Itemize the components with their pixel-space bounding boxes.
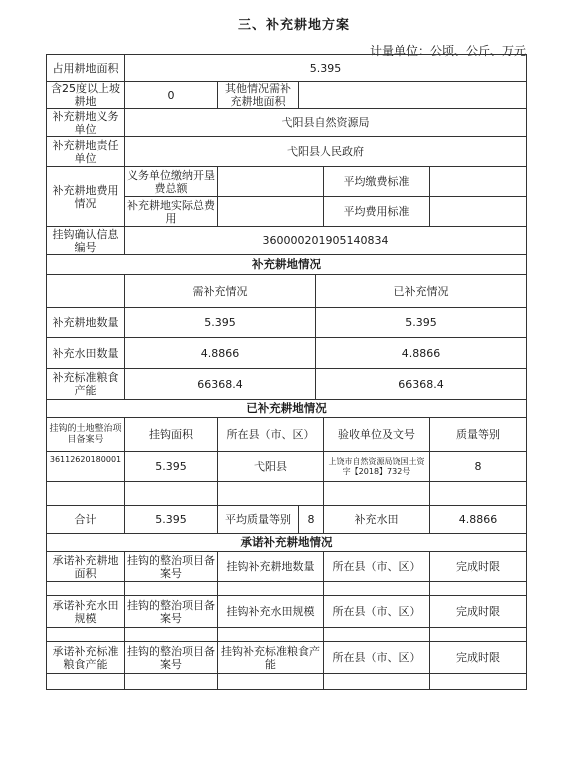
col-need: 需补充情况: [125, 275, 316, 308]
slope-label: 含25度以上坡耕地: [47, 82, 125, 109]
fee-row2-label: 补充耕地实际总费用: [125, 197, 218, 227]
slope-row: [47, 82, 527, 109]
commit-col3: 所在县（市、区）: [324, 642, 430, 674]
confirm-value: 360000201905140834: [125, 227, 527, 255]
document-title: 三、补充耕地方案: [237, 18, 350, 33]
commit-col1: 挂钩的整治项目备案号: [125, 552, 218, 582]
record-area: 5.395: [125, 452, 218, 482]
section2-data-row: [47, 452, 527, 482]
fee-row-1: [47, 167, 527, 197]
section1-header-row: [47, 255, 527, 275]
fee-row1-label: 义务单位缴纳开垦费总额: [125, 167, 218, 197]
record-grade: 8: [430, 452, 527, 482]
header-county: 所在县（市、区）: [218, 418, 324, 452]
section1-row: [47, 369, 527, 400]
commit-label: 承诺补充水田规模: [47, 596, 125, 628]
confirm-label: 挂钩确认信息编号: [47, 227, 125, 255]
section1-row-label: 补充标准粮食产能: [47, 369, 125, 400]
commit-col3: 所在县（市、区）: [324, 596, 430, 628]
total-area: 5.395: [125, 506, 218, 534]
col-done: 已补充情况: [316, 275, 527, 308]
resp-unit-value: 弋阳县人民政府: [125, 137, 527, 167]
header-accept: 验收单位及文号: [324, 418, 430, 452]
record-accept: 上饶市自然资源局饶国土资字【2018】732号: [324, 452, 430, 482]
commit-block-empty-row: [47, 582, 527, 596]
commit-block-header: [47, 552, 527, 582]
resp-unit-row: [47, 137, 527, 167]
commit-label: 承诺补充耕地面积: [47, 552, 125, 582]
other-label: 其他情况需补充耕地面积: [218, 82, 299, 109]
commit-col4: 完成时限: [430, 552, 527, 582]
header-grade: 质量等别: [430, 418, 527, 452]
section3-header-row: [47, 534, 527, 552]
fee-row2-std-value: [430, 197, 527, 227]
commit-col2: 挂钩补充耕地数量: [218, 552, 324, 582]
section1-need-value: 4.8866: [125, 338, 316, 369]
duty-unit-value: 弋阳县自然资源局: [125, 109, 527, 137]
section1-row-label: 补充耕地数量: [47, 308, 125, 338]
section1-done-value: 66368.4: [316, 369, 527, 400]
resp-unit-label: 补充耕地责任单位: [47, 137, 125, 167]
section3-title: 承诺补充耕地情况: [47, 534, 527, 552]
commit-col3: 所在县（市、区）: [324, 552, 430, 582]
commit-col4: 完成时限: [430, 596, 527, 628]
section1-row: [47, 308, 527, 338]
commit-col4: 完成时限: [430, 642, 527, 674]
paddy-value: 4.8866: [430, 506, 527, 534]
section1-corner: [47, 275, 125, 308]
duty-unit-row: [47, 109, 527, 137]
section2-total-row: [47, 506, 527, 534]
occupied-value: 5.395: [125, 55, 527, 82]
section1-done-value: 4.8866: [316, 338, 527, 369]
commit-col2: 挂钩补充水田规模: [218, 596, 324, 628]
farmland-plan-table: [46, 54, 527, 690]
fee-row2-value: [218, 197, 324, 227]
header-record: 挂钩的土地整治项目备案号: [47, 418, 125, 452]
record-county: 弋阳县: [218, 452, 324, 482]
fee-row2-std-label: 平均费用标准: [324, 197, 430, 227]
fee-label: 补充耕地费用情况: [47, 167, 125, 227]
commit-block-empty-row: [47, 628, 527, 642]
confirm-row: [47, 227, 527, 255]
section1-row: [47, 338, 527, 369]
fee-row1-std-label: 平均缴费标准: [324, 167, 430, 197]
section2-title: 已补充耕地情况: [47, 400, 527, 418]
section2-col-header-row: [47, 418, 527, 452]
other-value: [299, 82, 527, 109]
duty-unit-label: 补充耕地义务单位: [47, 109, 125, 137]
total-label: 合计: [47, 506, 125, 534]
section1-need-value: 66368.4: [125, 369, 316, 400]
fee-row1-std-value: [430, 167, 527, 197]
slope-value: 0: [125, 82, 218, 109]
commit-label: 承诺补充标准粮食产能: [47, 642, 125, 674]
commit-block-header: [47, 642, 527, 674]
section1-done-value: 5.395: [316, 308, 527, 338]
occupied-row: [47, 55, 527, 82]
section1-row-label: 补充水田数量: [47, 338, 125, 369]
occupied-label: 占用耕地面积: [47, 55, 125, 82]
paddy-label: 补充水田: [324, 506, 430, 534]
commit-col2: 挂钩补充标准粮食产能: [218, 642, 324, 674]
section1-col-header-row: [47, 275, 527, 308]
section1-need-value: 5.395: [125, 308, 316, 338]
section2-empty-row: [47, 482, 527, 506]
commit-block-empty-row: [47, 674, 527, 690]
commit-col1: 挂钩的整治项目备案号: [125, 642, 218, 674]
section1-title: 补充耕地情况: [47, 255, 527, 275]
avg-grade-value: 8: [299, 506, 324, 534]
commit-col1: 挂钩的整治项目备案号: [125, 596, 218, 628]
section2-header-row: [47, 400, 527, 418]
avg-grade-label: 平均质量等别: [218, 506, 299, 534]
fee-row1-value: [218, 167, 324, 197]
header-area: 挂钩面积: [125, 418, 218, 452]
commit-block-header: [47, 596, 527, 628]
unit-note: 计量单位：公顷、公斤、万元: [369, 44, 526, 58]
record-number: 36112620180001: [47, 452, 125, 482]
